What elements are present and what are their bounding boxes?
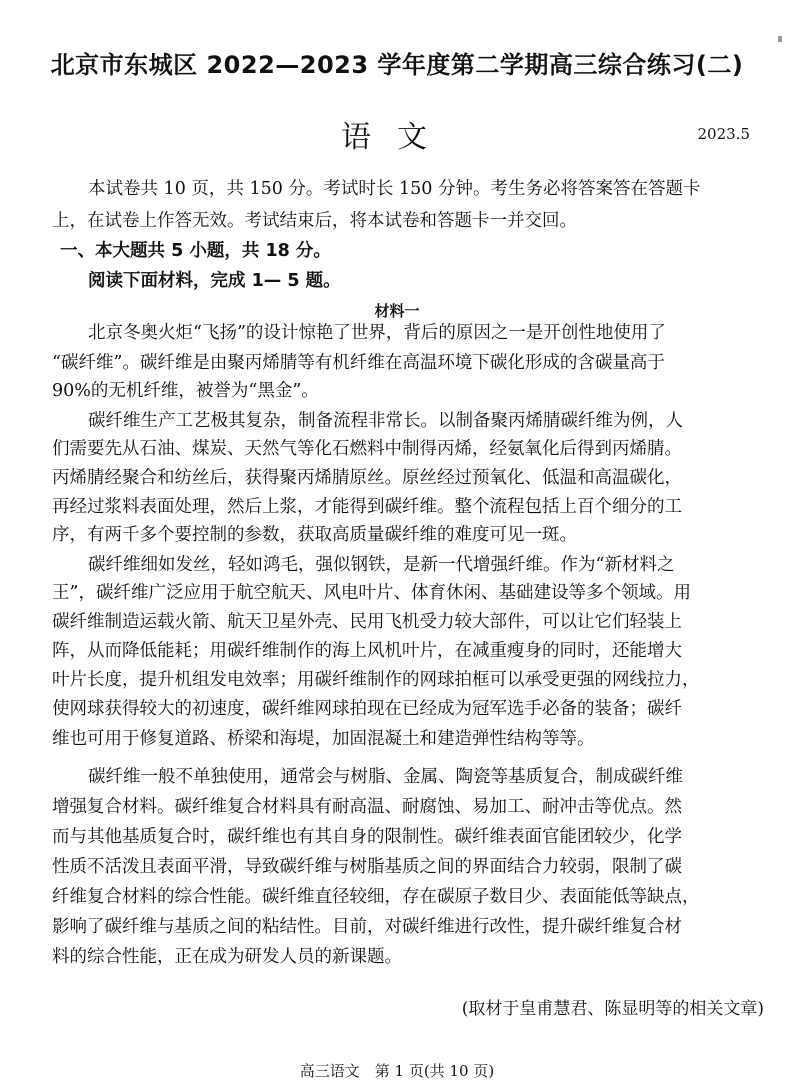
material-heading: 材料一 xyxy=(374,302,420,320)
material-line: “碳纤维”。碳纤维是由聚丙烯腈等有机纤维在高温环境下碳化形成的含碳量高于 xyxy=(52,353,665,373)
material-line: 再经过浆料表面处理，然后上浆，才能得到碳纤维。整个流程包括上百个细分的工 xyxy=(52,497,682,517)
material-line: 叶片长度，提升机组发电效率；用碳纤维制作的网球拍框可以承受更强的网线拉力， xyxy=(52,670,700,690)
material-line: 增强复合材料。碳纤维复合材料具有耐高温、耐腐蚀、易加工、耐冲击等优点。然 xyxy=(52,797,682,817)
material-line: 北京冬奥火炬“飞扬”的设计惊艳了世界，背后的原因之一是开创性地使用了 xyxy=(88,323,666,343)
material-line: 料的综合性能，正在成为研发人员的新课题。 xyxy=(52,947,402,967)
material-line: 而与其他基质复合时，碳纤维也有其自身的限制性。碳纤维表面官能团较少，化学 xyxy=(52,827,682,847)
material-line: 碳纤维生产工艺极其复杂，制备流程非常长。以制备聚丙烯腈碳纤维为例，人 xyxy=(88,411,683,431)
material-line: 阵，从而降低能耗；用碳纤维制作的海上风机叶片，在减重瘦身的同时，还能增大 xyxy=(52,641,682,661)
material-line: 90%的无机纤维，被誉为“黑金”。 xyxy=(52,381,319,401)
material-line: 性质不活泼且表面平滑，导致碳纤维与树脂基质之间的界面结合力较弱，限制了碳 xyxy=(52,857,682,877)
material-line: 影响了碳纤维与基质之间的粘结性。目前，对碳纤维进行改性，提升碳纤维复合材 xyxy=(52,917,682,937)
scan-mark xyxy=(778,36,782,42)
material-line: 王”，碳纤维广泛应用于航空航天、风电叶片、体育休闲、基础建设等多个领域。用 xyxy=(52,583,691,603)
material-line: 纤维复合材料的综合性能。碳纤维直径较细，存在碳原子数目少、表面能低等缺点， xyxy=(52,887,700,907)
section-prompt: 阅读下面材料，完成 1— 5 题。 xyxy=(88,271,341,291)
source-citation: (取材于皇甫慧君、陈显明等的相关文章) xyxy=(461,999,764,1019)
material-line: 碳纤维一般不单独使用，通常会与树脂、金属、陶瓷等基质复合，制成碳纤维 xyxy=(88,767,683,787)
instruction-line: 本试卷共 10 页，共 150 分。考试时长 150 分钟。考生务必将答案答在答题卡 xyxy=(88,179,701,199)
material-line: 碳纤维细如发丝，轻如鸿毛，强似钢铁，是新一代增强纤维。作为“新材料之 xyxy=(88,555,675,575)
subject-title: 语文 xyxy=(341,120,453,155)
exam-date: 2023.5 xyxy=(697,125,750,143)
material-line: 序，有两千多个要控制的参数，获取高质量碳纤维的难度可见一斑。 xyxy=(52,525,577,545)
material-line: 碳纤维制造运载火箭、航天卫星外壳、民用飞机受力较大部件，可以让它们轻装上 xyxy=(52,612,682,632)
material-line: 使网球获得较大的初速度，碳纤维网球拍现在已经成为冠军选手必备的装备；碳纤 xyxy=(52,699,682,719)
exam-title: 北京市东城区 2022—2023 学年度第二学期高三综合练习(二) xyxy=(50,51,744,79)
section-heading: 一、本大题共 5 小题，共 18 分。 xyxy=(60,241,331,261)
material-line: 丙烯腈经聚合和纺丝后，获得聚丙烯腈原丝。原丝经过预氧化、低温和高温碳化， xyxy=(52,468,682,488)
instruction-line: 上，在试卷上作答无效。考试结束后，将本试卷和答题卡一并交回。 xyxy=(52,211,577,231)
page-footer: 高三语文 第 1 页(共 10 页) xyxy=(299,1062,495,1080)
material-line: 们需要先从石油、煤炭、天然气等化石燃料中制得丙烯，经氨氧化后得到丙烯腈。 xyxy=(52,439,682,459)
material-line: 维也可用于修复道路、桥梁和海堤，加固混凝土和建造弹性结构等等。 xyxy=(52,729,595,749)
